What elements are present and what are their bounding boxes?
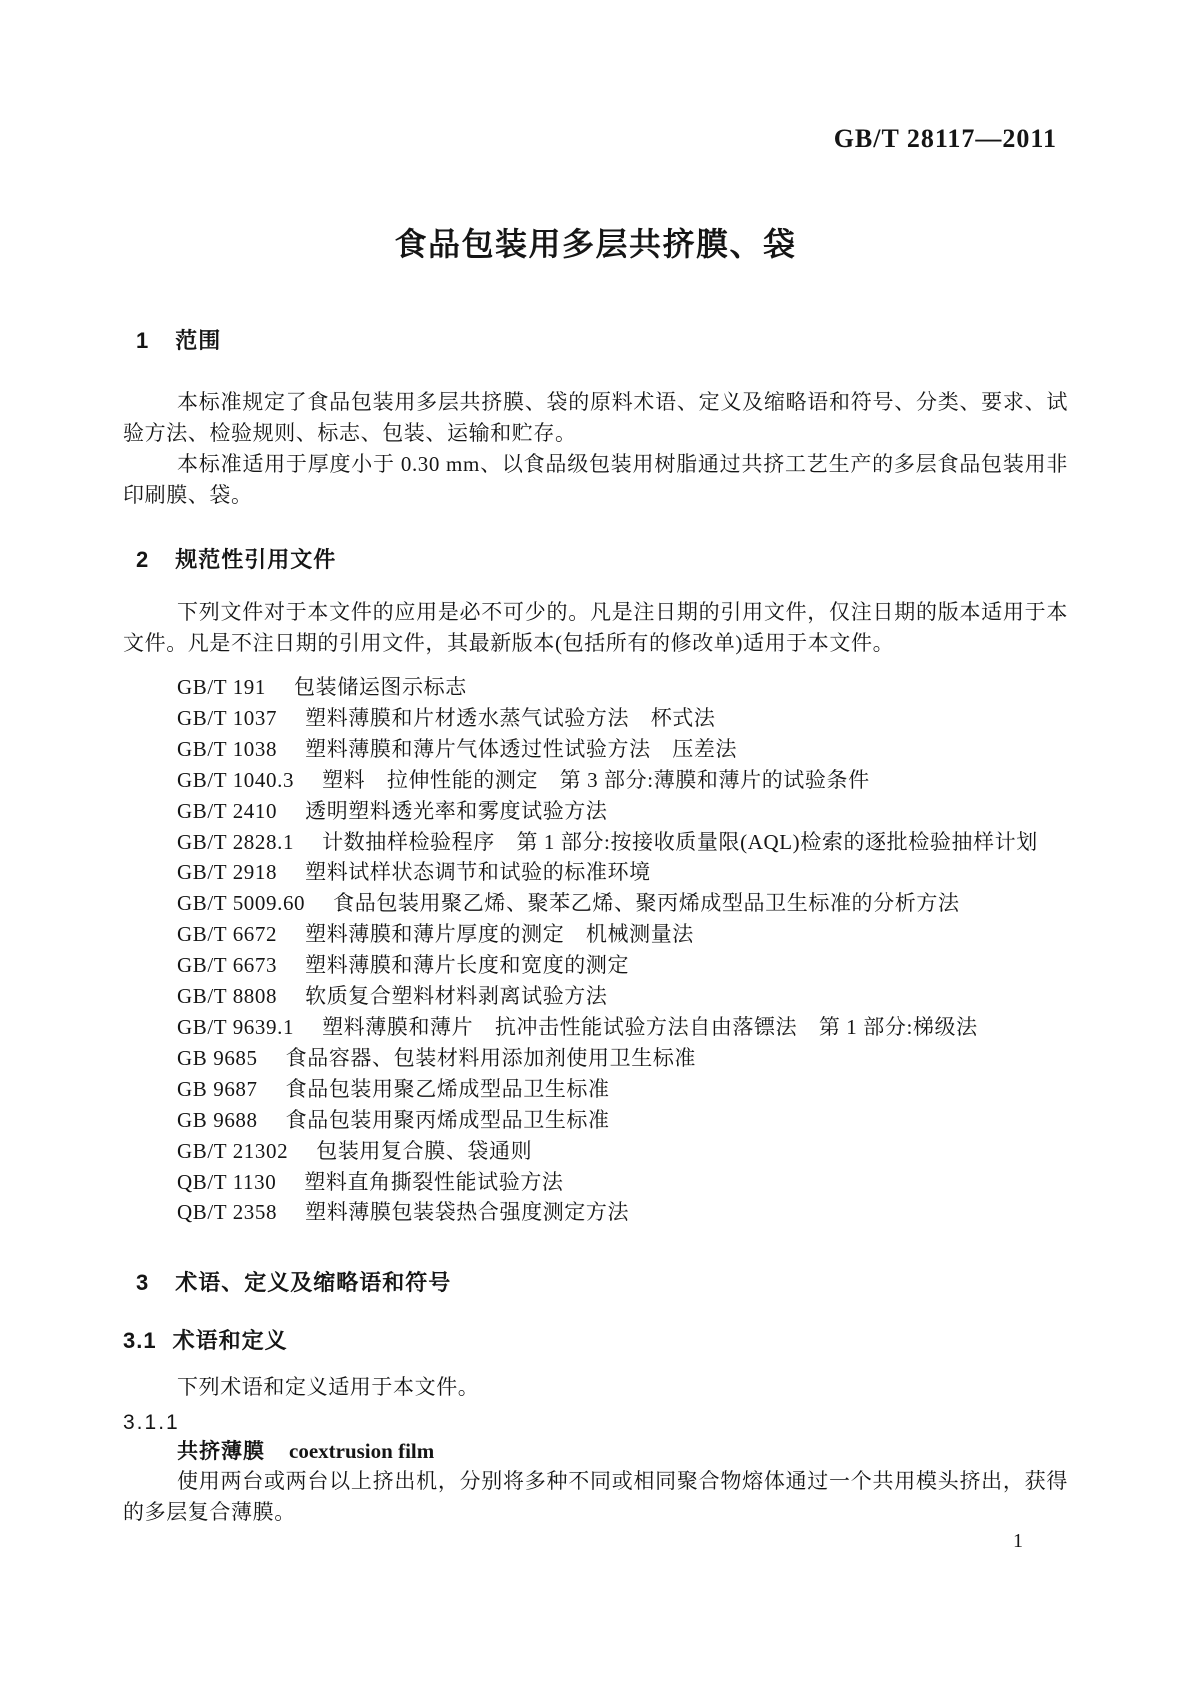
reference-title: 塑料薄膜包装袋热合强度测定方法 — [305, 1200, 630, 1225]
reference-title: 食品包装用聚乙烯成型品卫生标准 — [285, 1076, 610, 1101]
reference-code: GB/T 6672 — [177, 922, 278, 947]
reference-item — [177, 1197, 1068, 1228]
terms-intro: 下列术语和定义适用于本文件。 — [177, 1375, 480, 1399]
section-3-title: 术语、定义及缩略语和符号 — [175, 1270, 452, 1295]
section-2-heading — [123, 546, 1068, 574]
reference-item — [177, 703, 1068, 734]
reference-title: 软质复合塑料材料剥离试验方法 — [305, 984, 608, 1009]
reference-code: GB/T 1038 — [177, 736, 278, 761]
reference-code: GB 9687 — [177, 1076, 258, 1101]
reference-item — [177, 1074, 1068, 1105]
term-definition-text: 使用两台或两台以上挤出机，分别将多种不同或相同聚合物熔体通过一个共用模头挤出，获得的多层复合薄膜。 — [123, 1469, 1068, 1524]
reference-code: GB/T 8808 — [177, 984, 278, 1009]
reference-item — [177, 827, 1068, 858]
section-1-number: 1 — [136, 328, 150, 353]
reference-item — [177, 981, 1068, 1012]
reference-title: 塑料 拉伸性能的测定 第 3 部分:薄膜和薄片的试验条件 — [322, 767, 870, 792]
reference-code: GB 9688 — [177, 1107, 258, 1132]
standard-code: GB/T 28117—2011 — [833, 124, 1057, 153]
reference-code: GB/T 6673 — [177, 953, 278, 978]
reference-code: GB/T 21302 — [177, 1138, 289, 1163]
section-2-title: 规范性引用文件 — [175, 547, 337, 572]
term-zh: 共挤薄膜 — [177, 1440, 265, 1463]
reference-title: 塑料薄膜和薄片气体透过性试验方法 压差法 — [305, 736, 738, 761]
reference-code: GB/T 1037 — [177, 705, 278, 730]
reference-item — [177, 888, 1068, 919]
reference-item — [177, 1136, 1068, 1167]
reference-code: GB/T 2410 — [177, 798, 278, 823]
section-3-number: 3 — [136, 1270, 150, 1295]
reference-item — [177, 950, 1068, 981]
reference-title: 塑料直角撕裂性能试验方法 — [304, 1169, 564, 1194]
section-2-number: 2 — [136, 547, 150, 572]
reference-code: GB/T 191 — [177, 675, 267, 699]
reference-title: 塑料试样状态调节和试验的标准环境 — [305, 860, 651, 885]
reference-title: 塑料薄膜和薄片 抗冲击性能试验方法自由落镖法 第 1 部分:梯级法 — [322, 1014, 978, 1039]
reference-item — [177, 1043, 1068, 1074]
reference-item — [177, 796, 1068, 827]
reference-title: 塑料薄膜和薄片长度和宽度的测定 — [305, 953, 630, 978]
scope-paragraph-2: 本标准适用于厚度小于 0.30 mm、以食品级包装用树脂通过共挤工艺生产的多层食品包装用非印刷膜、袋。 — [123, 452, 1068, 507]
reference-title: 透明塑料透光率和雾度试验方法 — [305, 798, 608, 823]
reference-title: 食品容器、包装材料用添加剂使用卫生标准 — [285, 1045, 697, 1070]
reference-item — [177, 919, 1068, 950]
reference-title: 包装用复合膜、袋通则 — [316, 1138, 533, 1163]
clause-3-1-1-number: 3.1.1 — [123, 1411, 180, 1434]
reference-title: 食品包装用聚乙烯、聚苯乙烯、聚丙烯成型品卫生标准的分析方法 — [333, 891, 960, 916]
section-3-1-number: 3.1 — [123, 1328, 157, 1353]
reference-code: QB/T 1130 — [177, 1169, 277, 1194]
references-intro: 下列文件对于本文件的应用是必不可少的。凡是注日期的引用文件，仅注日期的版本适用于本文件。凡是不注日期的引用文件，其最新版本(包括所有的修改单)适用于本文件。 — [123, 600, 1068, 655]
reference-code: GB/T 1040.3 — [177, 767, 295, 792]
reference-item — [177, 1167, 1068, 1198]
reference-code: GB 9685 — [177, 1045, 258, 1070]
reference-code: QB/T 2358 — [177, 1200, 278, 1225]
reference-item — [177, 1012, 1068, 1043]
reference-item — [177, 672, 1068, 703]
reference-item — [177, 857, 1068, 888]
reference-code: GB/T 2918 — [177, 860, 278, 885]
reference-code: GB/T 5009.60 — [177, 891, 306, 916]
reference-item — [177, 765, 1068, 796]
scope-paragraph-1: 本标准规定了食品包装用多层共挤膜、袋的原料术语、定义及缩略语和符号、分类、要求、试验方法、检验规则、标志、包装、运输和贮存。 — [123, 390, 1068, 445]
reference-title: 塑料薄膜和薄片厚度的测定 机械测量法 — [305, 922, 694, 947]
section-1-heading — [123, 327, 1068, 355]
document-title: 食品包装用多层共挤膜、袋 — [394, 226, 797, 262]
section-1-title: 范围 — [175, 328, 222, 353]
reference-item — [177, 1105, 1068, 1136]
section-3-heading — [123, 1269, 1068, 1297]
reference-title: 计数抽样检验程序 第 1 部分:按接收质量限(AQL)检索的逐批检验抽样计划 — [322, 829, 1038, 854]
reference-code: GB/T 2828.1 — [177, 829, 295, 854]
reference-item — [177, 734, 1068, 765]
reference-title: 食品包装用聚丙烯成型品卫生标准 — [285, 1107, 610, 1132]
page-number: 1 — [1013, 1530, 1023, 1552]
reference-code: GB/T 9639.1 — [177, 1014, 295, 1039]
reference-title: 包装储运图示标志 — [294, 675, 467, 699]
reference-title: 塑料薄膜和片材透水蒸气试验方法 杯式法 — [305, 705, 716, 730]
term-definition-heading — [123, 1437, 1068, 1466]
term-en: coextrusion film — [289, 1439, 435, 1463]
section-3-1-title: 术语和定义 — [172, 1328, 288, 1353]
references-list — [123, 672, 1068, 1228]
section-3-1-heading — [123, 1327, 1068, 1355]
